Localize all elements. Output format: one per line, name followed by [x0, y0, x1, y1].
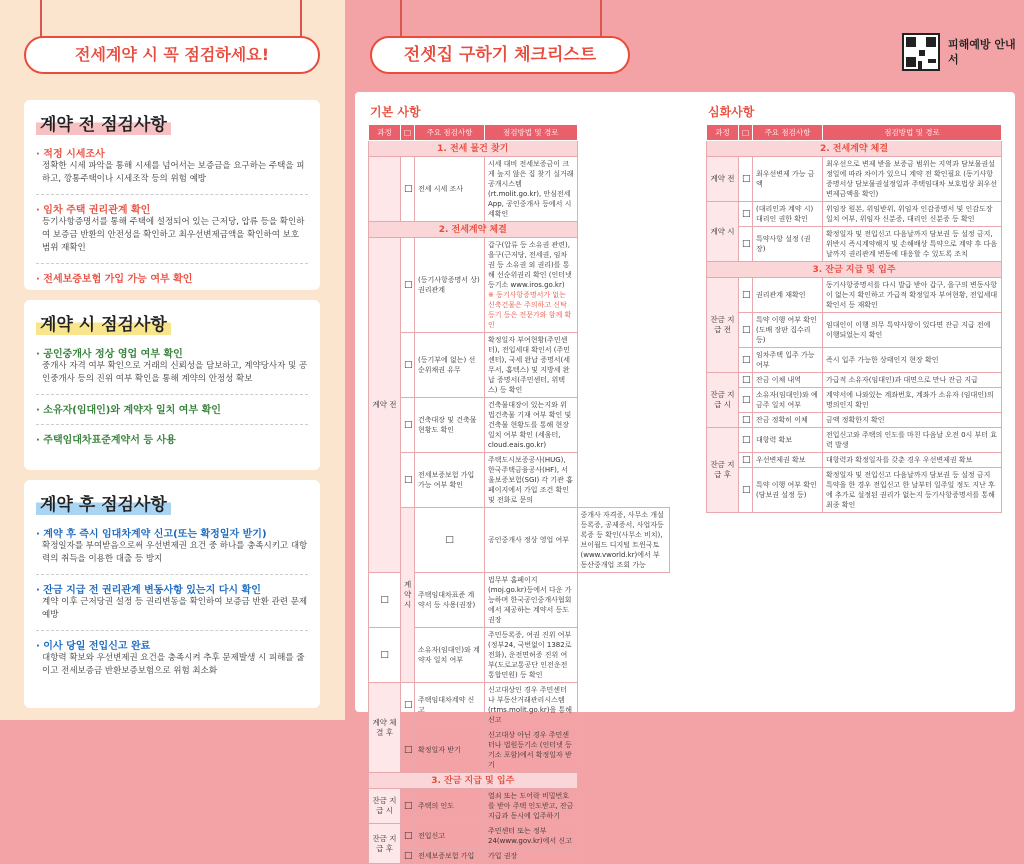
item-heading: · 잔금 지급 전 권리관계 변동사항 있는지 다시 확인 [36, 585, 261, 596]
method-cell: 중개사 자격증, 사무소 개설등록증, 공제증서, 사업자등록증 등 확인(사무소 비치), 브이월드 디지털 트윈국토(www.vworld.kr)에서 부동산중개업 조회 가능 [577, 508, 670, 573]
method-cell: 위임장 원본, 위임받위, 위임자 인감증명서 및 인감도장 일치 여부, 위임자 신분증, 대리인 신분증 등 확인 [823, 202, 1002, 227]
stage-cell: 잔금 지급 후 [707, 428, 739, 513]
item-cell: 공인중개사 정상 영업 여부 [485, 508, 578, 573]
table-row [369, 238, 670, 333]
table-row [707, 413, 1002, 428]
checkbox[interactable]: □ [739, 313, 753, 348]
method-cell: 가입 권장 [485, 849, 578, 864]
item-cell: 주택임대차표준 계약서 등 사용(권장) [415, 573, 485, 628]
col-header: 주요 점검사항 [753, 125, 823, 141]
table-row [369, 683, 670, 728]
warning-note: ※ 동기사항증명서가 없는 신축건물은 주의하고 신탁등기 등은 전문가와 함께 확인 [488, 291, 572, 329]
method-cell: 확정일자 및 전입신고 다음날까지 담보권 등 설정 금지 특약을 한 경우 전입신고 한 날부터 일주일 정도 지난 후에 추가로 설정된 권리가 없는지 등기사항증명서를 통해 최종 확인 [823, 468, 1002, 513]
table-row [369, 508, 670, 573]
item-cell: 전세보증보험 가입 가능 여부 확인 [415, 453, 485, 508]
method-cell: 확정일자 부여현황(주민센터), 전입세대 확인서 (주민센터), 국세 완납 증명서(세무서, 홈텍스) 및 지방세 완납 증명서(주민센터, 위택스) 등 확인 [485, 333, 578, 398]
item-cell: (대리인과 계약 시) 대리인 권한 확인 [753, 202, 823, 227]
method-text: 갑구(압류 등 소유권 관련), 을구(근저당, 전세권, 임차권 등 소유권 외 권리)를 통해 선순위권리 확인 (인터넷 등기소 www.iros.go.kr) [488, 241, 572, 289]
method-cell: 임대인이 이행 의무 특약사항이 있다면 잔금 지급 전에 이행되었는지 확인 [823, 313, 1002, 348]
basic-checklist-table [368, 124, 670, 864]
checkbox[interactable]: □ [401, 728, 415, 773]
item-heading: · 소유자(임대인)와 계약자 일치 여부 확인 [36, 405, 221, 416]
col-header: 과정 [369, 125, 401, 141]
table-row [369, 824, 670, 849]
table-row [369, 849, 670, 864]
item-heading: · 임차 주택 권리관계 확인 [36, 205, 151, 216]
method-cell: 주민등록증, 여권 진위 여부(정부24, 국번없이 1382로 전화), 운전면허증 진위 여부(도로교통공단 인전운전 통합민원) 등 확인 [485, 628, 578, 683]
item-cell: 주택의 인도 [415, 789, 485, 824]
table-row [707, 227, 1002, 262]
item-heading: · 전세보증보험 가입 가능 여부 확인 [36, 274, 193, 285]
item-heading: · 이사 당일 전입신고 완료 [36, 641, 151, 652]
checkbox[interactable]: □ [739, 157, 753, 202]
method-cell: 동기사항증명서를 다시 발급 받아 갑구, 을구의 변동사항이 없는지 확인하고 가급적 확정일자 부여현황, 전입세대 확인서 등 재확인 [823, 278, 1002, 313]
item-cell: 대항력 확보 [753, 428, 823, 453]
checkbox[interactable]: □ [739, 202, 753, 227]
item-cell: 확정일자 받기 [415, 728, 485, 773]
col-header: 과정 [707, 125, 739, 141]
item-cell: 권리관계 재확인 [753, 278, 823, 313]
table-row [707, 313, 1002, 348]
card-title: 계약 전 점검사항 [36, 110, 171, 135]
stage-cell: 계약 전 [369, 238, 401, 573]
stage-cell: 계약 전 [707, 157, 739, 202]
method-cell: 건축물대장이 있는지와 위법건축물 기재 여부 확인 및 건축물 현황도를 통해 현장일치 여부 확인 (세움터, cloud.eais.go.kr) [485, 398, 578, 453]
qr-code [902, 33, 940, 71]
table-row [707, 202, 1002, 227]
advanced-section-title: 심화사항 [708, 105, 755, 119]
table-row [369, 728, 670, 773]
table-row [369, 453, 670, 508]
table-row [369, 789, 670, 824]
method-cell: 최우선으로 변제 받을 보증금 범위는 지역과 담보물권설정일에 따라 차이가 있으니 계약 전 확인필요 (동기사항증명서상 담보물권설정일과 주택임대차 보호법상 최우선변제금액을 확인) [823, 157, 1002, 202]
method-cell: 법무부 홈페이지(moj.go.kr)등에서 다운 가능하며 한국공인중개사협회에서 제공하는 계약서 등도 권장 [485, 573, 578, 628]
method-cell [485, 238, 578, 333]
item-cell: 소유자(임대인)와 계약자 일치 여부 [415, 628, 485, 683]
table-row [707, 373, 1002, 388]
item-heading: · 계약 후 즉시 임대차계약 신고(또는 확정일자 받기) [36, 529, 267, 540]
item-desc: 대항력 확보와 우선변제권 요건을 충족시켜 추후 문제발생 시 피해를 줄이고 전세보증금 반환보증보험으로 위험 최소화 [42, 653, 305, 676]
check-item [36, 525, 308, 566]
method-cell: 시세 대비 전세보증금이 크게 높지 않은 집 찾기 실거래 공개시스템(rt.molit.go.kr), 안심전세App, 공인중개사 등에서 시세확인 [485, 157, 578, 222]
item-cell: (등기사항증명서 상) 권리관계 [415, 238, 485, 333]
col-header: 주요 점검사항 [415, 125, 485, 141]
stage-cell [369, 157, 401, 222]
checkbox[interactable]: □ [739, 413, 753, 428]
stage-cell: 계약 체결 후 [369, 683, 401, 773]
checkbox[interactable]: □ [401, 849, 415, 864]
qr-label: 피해예방 안내서 [948, 38, 1016, 66]
table-row [707, 278, 1002, 313]
item-desc: 중개사 자격 여부 확인으로 거래의 신뢰성을 담보하고, 계약당사자 및 공인중개사 등의 진위 여부 확인을 통해 계약의 안정성 확보 [42, 361, 308, 384]
card-title: 계약 후 점검사항 [36, 490, 171, 515]
band-row: 3. 잔금 지급 및 입주 [707, 262, 1002, 278]
table-row [369, 333, 670, 398]
check-item [36, 145, 308, 186]
item-cell: 특약 이행 여부 확인 (도배 장판 집수리 등) [753, 313, 823, 348]
item-cell: 건축대장 및 건축물 현황도 확인 [415, 398, 485, 453]
table-row [707, 453, 1002, 468]
check-item [36, 581, 308, 622]
stage-cell: 잔금 지급 전 [707, 278, 739, 373]
left-banner: 전세계약 시 꼭 점검하세요! [24, 36, 320, 74]
check-item [36, 201, 308, 255]
band-row: 2. 전세계약 체결 [707, 141, 1002, 157]
item-cell: 전세 시세 조사 [415, 157, 485, 222]
item-cell: 주택임대차계약 신고 [415, 683, 485, 728]
band-row: 3. 잔금 지급 및 입주 [369, 773, 578, 789]
item-cell: 우선변제권 확보 [753, 453, 823, 468]
checkbox[interactable]: □ [401, 453, 415, 508]
item-cell: 전입신고 [415, 824, 485, 849]
method-cell: 가급적 소유자(임대인)과 대면으로 만나 잔금 지급 [823, 373, 1002, 388]
hanging-string [300, 0, 302, 40]
stage-cell: 잔금 지급 시 [369, 789, 401, 824]
hanging-string [40, 0, 42, 40]
checkbox[interactable]: □ [401, 333, 415, 398]
col-header: □ [401, 125, 415, 141]
checkbox[interactable]: □ [369, 628, 401, 683]
item-cell: (등기부에 없는) 선순위채권 유무 [415, 333, 485, 398]
hanging-string [400, 0, 402, 40]
col-header: 점검방법 및 경로 [485, 125, 578, 141]
col-header: 점검방법 및 경로 [823, 125, 1002, 141]
right-banner: 전셋집 구하기 체크리스트 [370, 36, 630, 74]
band-row: 2. 전세계약 체결 [369, 222, 578, 238]
check-item [36, 637, 308, 678]
checkbox[interactable]: □ [739, 453, 753, 468]
method-cell: 주택도시보증공사(HUG), 한국주택금융공사(HF), 서울보증보험(SGI) 각 기관 홈페이지에서 가입 조건 확인 및 전화로 문의 [485, 453, 578, 508]
method-cell: 열쇠 또는 도어락 비밀번호를 받아 주택 인도받고, 잔금 지급과 동시에 입주하기 [485, 789, 578, 824]
table-row [707, 468, 1002, 513]
checkbox[interactable]: □ [739, 227, 753, 262]
item-cell: 소유자(임대인)와 예금주 일치 여부 [753, 388, 823, 413]
item-cell: 전세보증보험 가입 [415, 849, 485, 864]
stage-cell: 잔금 지급 시 [707, 373, 739, 428]
checkbox[interactable]: □ [739, 388, 753, 413]
checkbox[interactable]: □ [739, 348, 753, 373]
checkbox[interactable]: □ [401, 157, 415, 222]
table-row [707, 157, 1002, 202]
table-row [369, 398, 670, 453]
table-row [707, 348, 1002, 373]
stage-cell: 계약 시 [401, 508, 415, 683]
item-cell: 잔금 이체 내역 [753, 373, 823, 388]
before-contract-card [24, 100, 320, 290]
table-row [369, 573, 670, 628]
item-heading: · 주택임대차표준계약서 등 사용 [36, 435, 176, 446]
item-desc: 확정일자를 부여받음으로써 우선변제권 요건 중 하나를 충족시키고 대항력의 취득을 이용한 대출 등 방지 [42, 541, 308, 564]
method-cell: 즉시 입주 가능한 상태인지 현장 확인 [823, 348, 1002, 373]
checkbox[interactable]: □ [401, 683, 415, 728]
checkbox[interactable]: □ [369, 573, 401, 628]
checkbox[interactable]: □ [401, 824, 415, 849]
check-item [36, 401, 308, 416]
check-item [36, 270, 308, 285]
item-cell: 특약 이행 여부 확인 (담보권 설정 등) [753, 468, 823, 513]
during-contract-card [24, 300, 320, 470]
item-heading: · 공인중개사 정상 영업 여부 확인 [36, 349, 183, 360]
table-row [369, 157, 670, 222]
item-desc: 계약 이후 근저당권 설정 등 권리변동을 확인하여 보증금 반환 관련 문제 예방 [42, 597, 308, 620]
checkbox[interactable]: □ [739, 278, 753, 313]
checkbox[interactable]: □ [739, 428, 753, 453]
method-cell: 금액 정확한지 확인 [823, 413, 1002, 428]
method-cell: 대항력과 확정일자를 갖춘 경우 우선변제권 확보 [823, 453, 1002, 468]
check-item [36, 345, 308, 386]
item-cell: 잔금 정확히 이체 [753, 413, 823, 428]
checkbox[interactable]: □ [739, 468, 753, 513]
method-cell: 주민센터 또는 정부24(www.gov.kr)에서 신고 [485, 824, 578, 849]
check-item [36, 431, 308, 446]
table-row [707, 428, 1002, 453]
checkbox[interactable]: □ [401, 398, 415, 453]
checkbox[interactable]: □ [739, 373, 753, 388]
item-cell: 최우선변제 가능 금액 [753, 157, 823, 202]
card-title: 계약 시 점검사항 [36, 310, 171, 335]
method-cell: 전입신고와 주택의 인도를 마친 다음날 오전 0시 부터 효력 발생 [823, 428, 1002, 453]
method-cell: 확정일자 및 전입신고 다음날까지 담보권 등 설정 금지, 위반시 즉시계약해지 및 손해배상 특약으로 계약 후 다음날까지 권리관계 변동에 대응할 수 있도록 조치 [823, 227, 1002, 262]
method-cell: 계약서에 나와있는 계좌번호, 계좌가 소유자 (임대인)의 명의인지 확인 [823, 388, 1002, 413]
basic-section-title: 기본 사항 [370, 105, 421, 119]
stage-cell: 잔금 지급 후 [369, 824, 401, 864]
hanging-string [600, 0, 602, 40]
stage-cell: 계약 시 [707, 202, 739, 262]
table-row [369, 628, 670, 683]
item-heading: · 적정 시세조사 [36, 149, 105, 160]
band-row: 1. 전세 물건 찾기 [369, 141, 578, 157]
method-cell: 신고대상인 경우 주민센터나 부동산거래관리시스템 (rtms.molit.go.kr)을 통해 신고 [485, 683, 578, 728]
item-cell: 특약사항 설정 (권장) [753, 227, 823, 262]
table-row [707, 388, 1002, 413]
col-header: □ [739, 125, 753, 141]
item-desc: 정확한 시세 파악을 통해 시세를 넘어서는 보증금을 요구하는 주택을 피하고, 깡통주택이나 시세조작 등의 위험 예방 [42, 161, 305, 184]
checkbox[interactable]: □ [401, 238, 415, 333]
item-desc: 등기사항증명서를 통해 주택에 설정되어 있는 근저당, 압류 등을 확인하여 보증금 반환의 안전성을 확인하고 최우선변제금액을 확인하여 보호 범위 재확인 [42, 217, 305, 253]
item-cell: 임차주택 입주 가능 여부 [753, 348, 823, 373]
after-contract-card [24, 480, 320, 708]
checkbox[interactable]: □ [415, 508, 485, 573]
advanced-checklist-table [706, 124, 1002, 513]
method-cell: 신고대상 아닌 경우 주민센터나 법원등기소 (인터넷 등기소 포함)에서 확정일자 받기 [485, 728, 578, 773]
checkbox[interactable]: □ [401, 789, 415, 824]
